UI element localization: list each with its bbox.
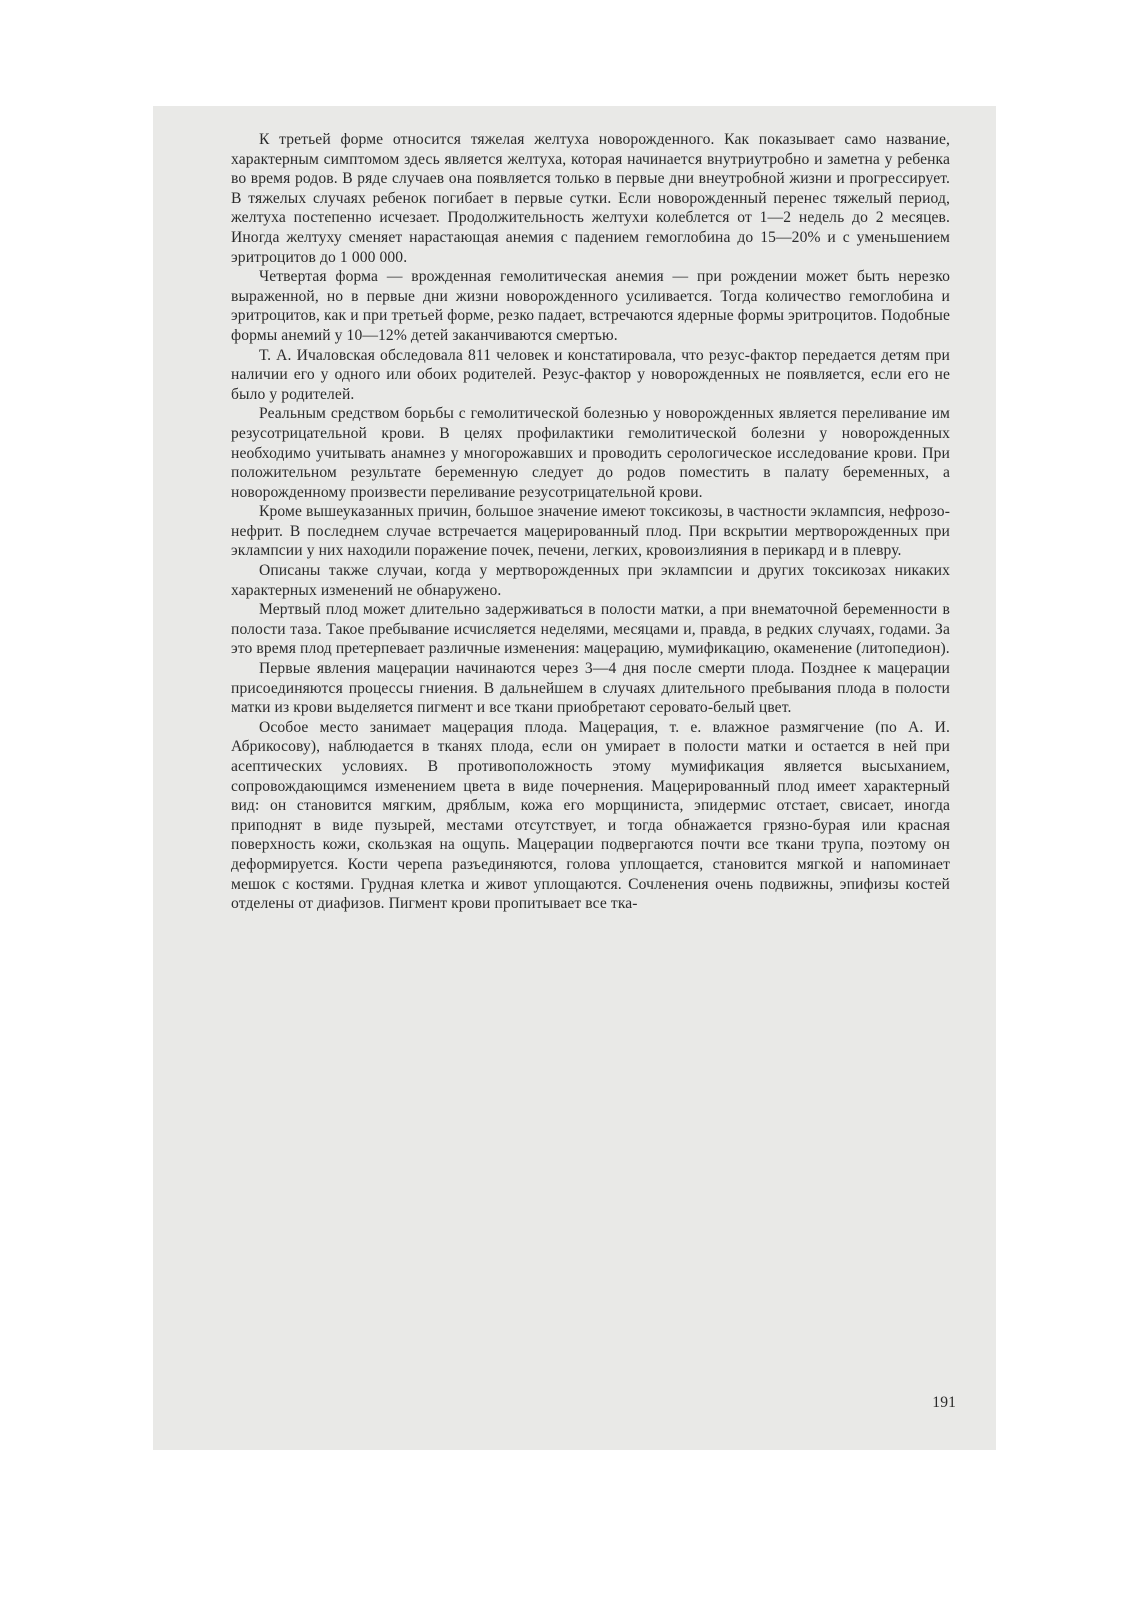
paragraph: Реальным средством борьбы с гемолитической болезнью у новорожденных является переливание им резусотрицательной крови. В целях профилактики гемолитической болезни у новорожденных необходимо учитывать анамнез у многорожавших и проводить серологическое исследование крови. При положительном результате беременную следует до родов поместить в палату беременных, а новорожденному произвести переливание резусотрицательной крови.	[231, 405, 950, 501]
paragraph: Т. А. Ичаловская обследовала 811 человек и констатировала, что резус-фактор передается детям при наличии его у одного или обоих родителей. Резус-фактор у новорожденных не появляется, если его не было у родителей.	[231, 346, 950, 403]
page-number: 191	[932, 1394, 956, 1411]
paragraph: Мертвый плод может длительно задерживаться в полости матки, а при внематочной беременности в полости таза. Такое пребывание исчисляется неделями, месяцами и, правда, в редких случаях, годами. За это время плод претерпевает различные изменения: мацерацию, мумификацию, окаменение (литопедион).	[231, 601, 950, 658]
paragraph: Особое место занимает мацерация плода. Мацерация, т. е. влажное размягчение (по А. И. Абрикосову), наблюдается в тканях плода, если он умирает в полости матки и остается в ней при асептических условиях. В противоположность этому мумификация является высыханием, сопровождающимся изменением цвета в виде почернения. Мацерированный плод имеет характерный вид: он становится мягким, дряблым, кожа его морщиниста, эпидермис отстает, свисает, иногда приподнят в виде пузырей, местами отсутствует, и тогда обнажается грязно-бурая или красная поверхность кожи, скользкая на ощупь. Мацерации подвергаются почти все ткани трупа, поэтому он деформируется. Кости черепа разъединяются, голова уплощается, становится мягкой и напоминает мешок с костями. Грудная клетка и живот уплощаются. Сочленения очень подвижны, эпифизы костей отделены от диафизов. Пигмент крови пропитывает все тка-	[231, 718, 950, 913]
paragraph: Описаны также случаи, когда у мертворожденных при эклампсии и других токсикозах никаких характерных изменений не обнаружено.	[231, 562, 950, 599]
paragraph: Первые явления мацерации начинаются через 3—4 дня после смерти плода. Позднее к мацерации присоединяются процессы гниения. В дальнейшем в случаях длительного пребывания плода в полости матки из крови выделяется пигмент и все ткани приобретают серовато-белый цвет.	[231, 660, 950, 717]
paragraph: Четвертая форма — врожденная гемолитическая анемия — при рождении может быть нерезко выраженной, но в первые дни жизни новорожденного усиливается. Тогда количество гемоглобина и эритроцитов, как и при третьей форме, резко падает, встречаются ядерные формы эритроцитов. Подобные формы анемий у 10—12% детей заканчиваются смертью.	[231, 268, 950, 344]
paragraph: К третьей форме относится тяжелая желтуха новорожденного. Как показывает само название, характерным симптомом здесь является желтуха, которая начинается внутриутробно и заметна у ребенка во время родов. В ряде случаев она появляется только в первые дни внеутробной жизни и прогрессирует. В тяжелых случаях ребенок погибает в первые сутки. Если новорожденный перенес тяжелый период, желтуха постепенно исчезает. Продолжительность желтухи колеблется от 1—2 недель до 2 месяцев. Иногда желтуху сменяет нарастающая анемия с падением гемоглобина до 15—20% и с уменьшением эритроцитов до 1 000 000.	[231, 131, 950, 266]
paragraph: Кроме вышеуказанных причин, большое значение имеют токсикозы, в частности эклампсия, нефрозо-нефрит. В последнем случае встречается мацерированный плод. При вскрытии мертворожденных при эклампсии у них находили поражение почек, печени, легких, кровоизлияния в перикард и в плевру.	[231, 503, 950, 560]
book-page	[153, 106, 996, 1450]
